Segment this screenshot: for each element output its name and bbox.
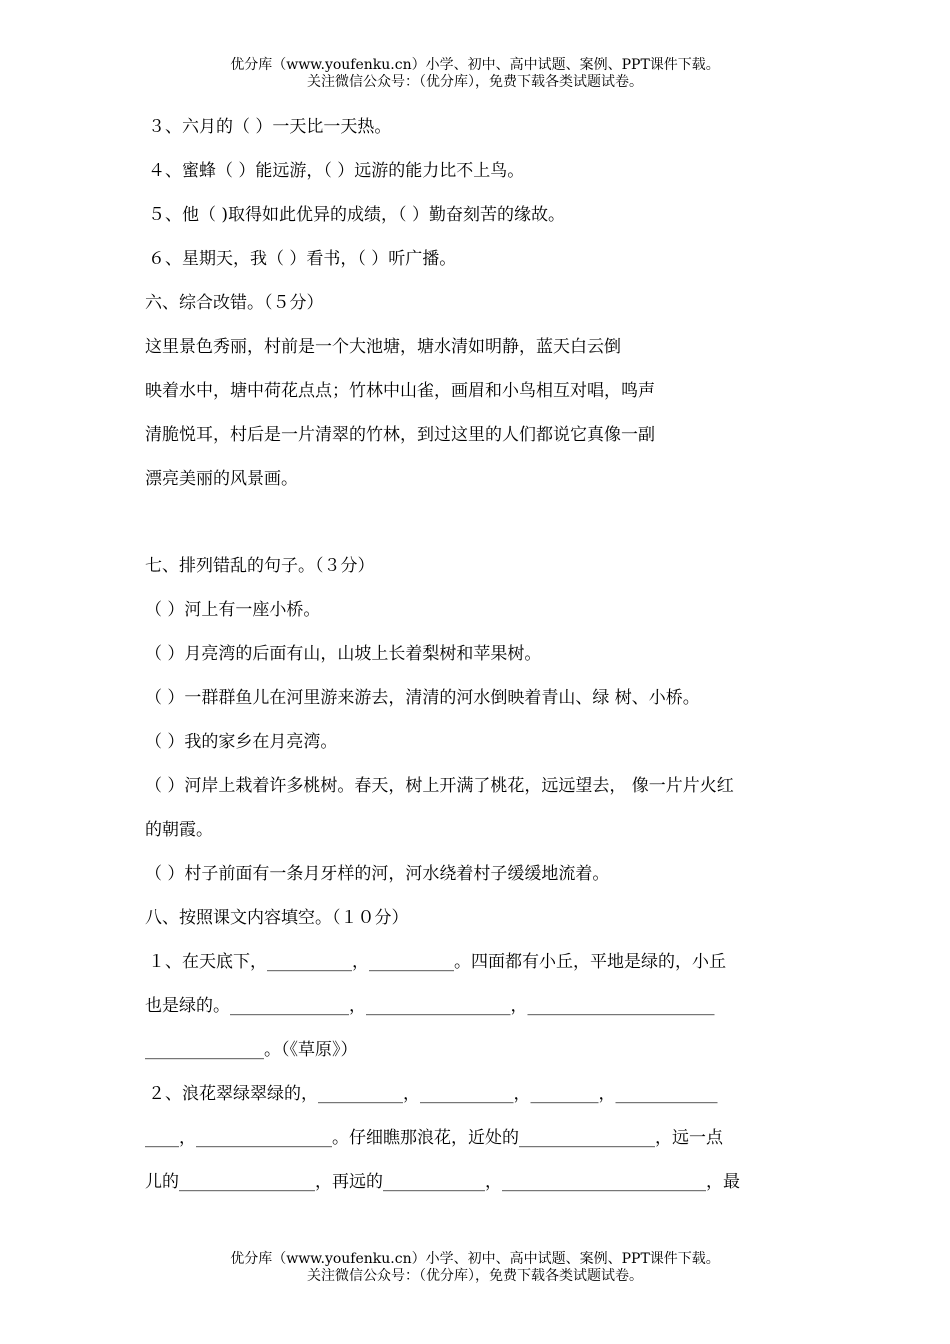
section-8-title: 八、按照课文内容填空。（１０分） (145, 908, 409, 928)
section-8-line-4: ２、浪花翠绿翠绿的，__________，___________，________，____________ (148, 1084, 718, 1104)
question-item-4: ４、蜜蜂（ ）能远游，（ ）远游的能力比不上鸟。 (148, 161, 525, 181)
section-8-line-6: 儿的________________，再远的____________，________________________，最 (145, 1172, 740, 1192)
section-7-line-4: （ ）我的家乡在月亮湾。 (145, 732, 338, 752)
document-body (145, 113, 815, 1212)
question-item-6: ６、星期天，我（ ）看书，（ ）听广播。 (148, 249, 457, 269)
section-8-line-5: ____，________________。仔细瞧那浪花，近处的________________，远一点 (145, 1128, 723, 1148)
header-line-1: 优分库（www.youfenku.cn）小学、初中、高中试题、案例、PPT课件下载。 (230, 57, 720, 73)
footer-line-2: 关注微信公众号：（优分库），免费下载各类试题试卷。 (307, 1268, 643, 1284)
section-7-line-5: （ ）河岸上栽着许多桃树。春天，树上开满了桃花，远远望去， 像一片片火红 (145, 776, 734, 796)
section-7-line-7: （ ）村子前面有一条月牙样的河，河水绕着村子缓缓地流着。 (145, 864, 610, 884)
section-8-line-1: １、在天底下，__________，__________。四面都有小丘，平地是绿的，小丘 (148, 952, 726, 972)
footer-line-1: 优分库（www.youfenku.cn）小学、初中、高中试题、案例、PPT课件下载。 (230, 1251, 720, 1267)
spacer (145, 509, 815, 552)
question-item-5: ５、他（ )取得如此优异的成绩，（ ）勤奋刻苦的缘故。 (148, 205, 565, 225)
section-6-text-line-2: 映着水中，塘中荷花点点；竹林中山雀，画眉和小鸟相互对唱，鸣声 (145, 381, 655, 401)
question-item-3: ３、六月的（ ）一天比一天热。 (148, 117, 392, 137)
page-footer (0, 1251, 950, 1285)
page-header (0, 57, 950, 91)
section-6-text-line-3: 清脆悦耳，村后是一片清翠的竹林，到过这里的人们都说它真像一副 (145, 425, 655, 445)
section-8-line-2: 也是绿的。______________，_________________，______________________ (145, 996, 715, 1016)
section-7-line-3: （ ）一群群鱼儿在河里游来游去，清清的河水倒映着青山、绿 树、小桥。 (145, 688, 700, 708)
section-7-line-1: （ ）河上有一座小桥。 (145, 600, 321, 620)
section-7-line-6: 的朝霞。 (145, 820, 213, 840)
section-7-line-2: （ ）月亮湾的后面有山，山坡上长着梨树和苹果树。 (145, 644, 542, 664)
section-6-text-line-4: 漂亮美丽的风景画。 (145, 469, 298, 489)
header-line-2: 关注微信公众号：（优分库），免费下载各类试题试卷。 (307, 74, 643, 90)
section-6-text-line-1: 这里景色秀丽，村前是一个大池塘，塘水清如明静，蓝天白云倒 (145, 337, 621, 357)
section-8-line-3: ______________。（《草原》） (145, 1040, 358, 1060)
section-6-title: 六、综合改错。（５分） (145, 293, 324, 313)
section-7-title: 七、排列错乱的句子。（３分） (145, 556, 375, 576)
